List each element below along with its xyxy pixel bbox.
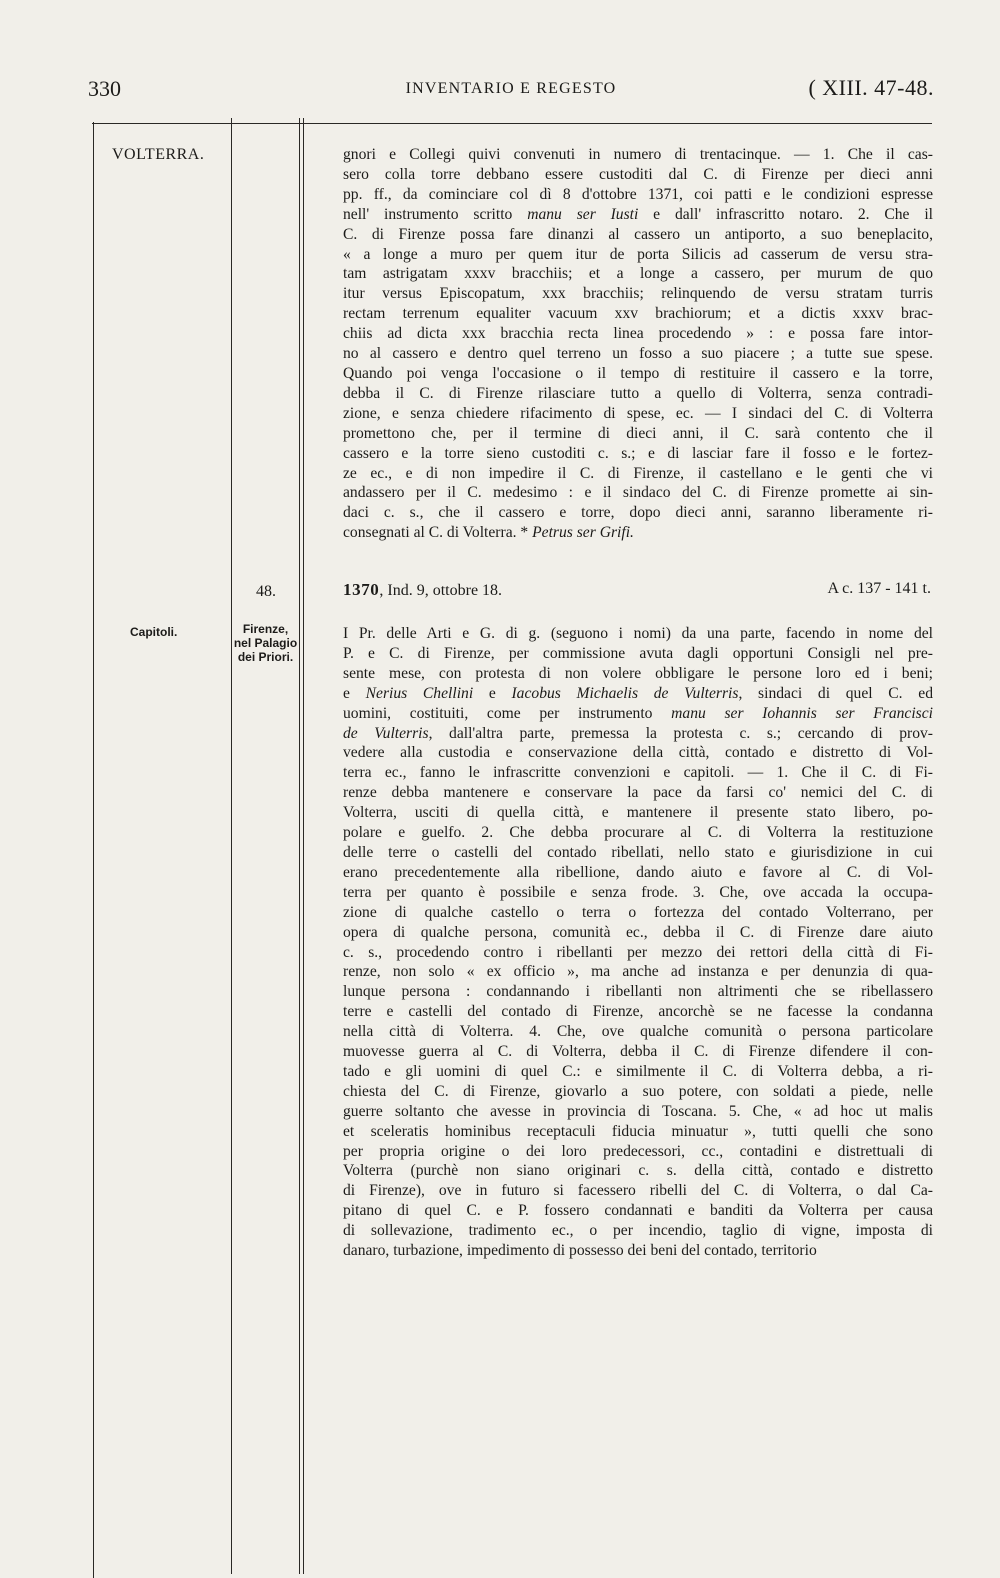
text-line: ze ec., e di non impedire il C. di Firenze, il castellano e le genti che vi bbox=[343, 464, 933, 482]
text-line: tado e gli uomini di quel C.: e similmente il C. di Volterra debba, a ri- bbox=[343, 1062, 933, 1080]
text-line: sero colla torre debbano essere custoditi dal C. di Firenze per dieci anni bbox=[343, 165, 933, 183]
entry-year: 1370 bbox=[343, 580, 380, 599]
text-line: delle terre o castelli del contado ribellati, nello stato e giurisdizione in cui bbox=[343, 843, 933, 861]
text-line: di sollevazione, tradimento ec., o per incendio, taglio di vigne, imposta di bbox=[343, 1222, 933, 1240]
text-line: de Vulterris, dall'altra parte, premessa la protesta c. s.; cercando di prov- bbox=[343, 724, 933, 742]
text-line: uomini, costituiti, come per instrumento manu ser Iohannis ser Francisci bbox=[343, 704, 933, 722]
text-line: promettono che, per il termine di dieci anni, il C. sarà contento che il bbox=[343, 424, 933, 442]
archive-reference: A c. 137 - 141 t. bbox=[827, 580, 931, 597]
top-rule bbox=[92, 123, 932, 124]
text-line: zione, e senza chiedere rifacimento di spese, ec. — I sindaci del C. di Volterra bbox=[343, 404, 933, 422]
text-line: Volterra, usciti di quella città, e mantenere il presente stato libero, po- bbox=[343, 804, 933, 822]
text-line: e Nerius Chellini e Iacobus Michaelis de Vulterris, sindaci di quel C. ed bbox=[343, 684, 933, 702]
text-line: lunque persona : condannando i ribellanti non altrimenti che se ribellassero bbox=[343, 983, 933, 1001]
text-line: chiis ad dicta xxx bracchia recta linea procedendo » : e possa fare intor- bbox=[343, 325, 933, 343]
text-line: vedere alla custodia e conservazione della città, contado e distretto di Vol- bbox=[343, 744, 933, 762]
text-line: renze debba mantenere e conservare la pace da farsi co' nemici del C. di bbox=[343, 784, 933, 802]
text-line: P. e C. di Firenze, per commissione avuta dagli opportuni Consigli nel pre- bbox=[343, 644, 933, 662]
margin-category: Capitoli. bbox=[130, 625, 178, 639]
margin-column-rule bbox=[231, 118, 232, 1574]
text-column-rule-outer bbox=[299, 118, 300, 1574]
entry-48-text bbox=[343, 624, 933, 1261]
text-line: no al cassero e dentro quel terreno un fosso a suo piacere ; a tutte sue spese. bbox=[343, 345, 933, 363]
margin-location bbox=[232, 622, 299, 664]
location-line: Firenze, bbox=[242, 622, 289, 636]
text-line: muovesse guerra al C. di Volterra, debba il C. di Firenze difendere il con- bbox=[343, 1043, 933, 1061]
text-line: Volterra (purchè non siano originari c. s. della città, contado e distretto bbox=[343, 1162, 933, 1180]
text-line: pitano di quel C. e P. fossero condannati e banditi da Volterra per causa bbox=[343, 1202, 933, 1220]
page-number: 330 bbox=[88, 76, 121, 101]
rule-joint bbox=[299, 123, 303, 124]
text-line: guerre soltanto che avesse in provincia di Toscana. 5. Che, « ad hoc ut malis bbox=[343, 1102, 933, 1120]
text-line: danaro, turbazione, impedimento di possesso dei beni del contado, territorio bbox=[343, 1242, 817, 1260]
text-line: pp. ff., da cominciare col dì 8 d'ottobre 1371, coi patti e le condizioni espresse bbox=[343, 185, 933, 203]
margin-place: VOLTERRA. bbox=[112, 146, 205, 163]
running-header bbox=[88, 72, 934, 106]
text-line: C. di Firenze possa fare dinanzi al cassero un antiporto, a suo beneplacito, bbox=[343, 225, 933, 243]
text-line: c. s., procedendo contro i ribellanti per mezzo dei rettori della città di Fi- bbox=[343, 943, 933, 961]
text-line: gnori e Collegi quivi convenuti in numero di trentacinque. — 1. Che il cas- bbox=[343, 146, 933, 163]
text-line: nell' instrumento scritto manu ser Iusti e dall' infrascritto notaro. 2. Che il bbox=[343, 205, 933, 223]
text-line: et sceleratis hominibus receptaculi fiducia minuatur », tutti quelli che sono bbox=[343, 1122, 933, 1140]
text-line: debba il C. di Firenze rilasciare tutto a quello di Volterra, senza contradi- bbox=[343, 384, 933, 402]
text-line: terra ec., fanno le infrascritte convenzioni e capitoli. — 1. Che il C. di Fi- bbox=[343, 764, 933, 782]
text-line: Quando poi venga l'occasione o il tempo di restituire il cassero e la torre, bbox=[343, 364, 933, 382]
entry-48-heading bbox=[343, 580, 931, 600]
text-line: zione di qualche castello o terra o fortezza del contado Volterrano, per bbox=[343, 903, 933, 921]
text-line: andassero per il C. medesimo : e il sindaco del C. di Firenze promette ai sin- bbox=[343, 484, 933, 502]
text-line: terra per quanto è possibile e senza frode. 3. Che, ove accada la occupa- bbox=[343, 883, 933, 901]
text-line: I Pr. delle Arti e G. di g. (seguono i nomi) da una parte, facendo in nome del bbox=[343, 625, 933, 642]
section-reference: ( XIII. 47-48. bbox=[808, 75, 934, 100]
location-line: nel Palagio bbox=[233, 636, 298, 650]
text-line: polare e guelfo. 2. Che debba procurare al C. di Volterra la restituzione bbox=[343, 824, 933, 842]
entry-date: , Ind. 9, ottobre 18. bbox=[379, 582, 503, 599]
text-line: erano precedentemente alla ribellione, dando aiuto e favore al C. di Vol- bbox=[343, 863, 933, 881]
entry-47-text bbox=[343, 145, 933, 543]
location-line: dei Priori. bbox=[237, 650, 294, 664]
running-title: INVENTARIO E REGESTO bbox=[405, 80, 617, 97]
text-line: per propria origine o dei loro predecessori, cc., contadini e distrettuali di bbox=[343, 1142, 933, 1160]
left-margin-rule bbox=[93, 122, 94, 1578]
text-line: tam astrigatam xxxv bracchiis; et a longe a cassero, per murum de quo bbox=[343, 265, 933, 283]
text-line: rectam terrenum equaliter vacuum xxv brachiorum; et a dictis xxxv brac- bbox=[343, 305, 933, 323]
text-line: di Firenze), ove in futuro si facessero ribelli del C. di Volterra, o dal Ca- bbox=[343, 1182, 933, 1200]
text-line: consegnati al C. di Volterra. * Petrus ser Grifi. bbox=[343, 524, 634, 542]
text-line: itur versus Episcopatum, xxx bracchiis; relinquendo de versu stratam turris bbox=[343, 285, 933, 303]
text-line: daci c. s., che il cassero e torre, dopo dieci anni, saranno liberamente ri- bbox=[343, 504, 933, 522]
text-line: chiesta del C. di Firenze, giovarlo a suo potere, con soldati a piede, nelle bbox=[343, 1082, 933, 1100]
text-line: cassero e la torre sieno custoditi c. s.; e di lasciar fare il fosso e le fortez- bbox=[343, 444, 933, 462]
margin-entry-number: 48. bbox=[256, 583, 276, 600]
text-line: sente mese, con protesta di non volere obbligare le persone loro ed i beni; bbox=[343, 664, 933, 682]
text-line: terre e castelli del contado di Firenze, ancorchè se ne facesse la condanna bbox=[343, 1003, 933, 1021]
text-column-rule-inner bbox=[303, 118, 304, 1574]
text-line: opera di qualche persona, comunità ec., debba il C. di Firenze dare aiuto bbox=[343, 923, 933, 941]
text-line: nella città di Volterra. 4. Che, ove qualche comunità o persona particolare bbox=[343, 1023, 933, 1041]
text-line: « a longe a muro per quem itur de porta Silicis ad casserum de versu stra- bbox=[343, 245, 933, 263]
text-line: renze, non solo « ex officio », ma anche ad instanza e per denunzia di qua- bbox=[343, 963, 933, 981]
